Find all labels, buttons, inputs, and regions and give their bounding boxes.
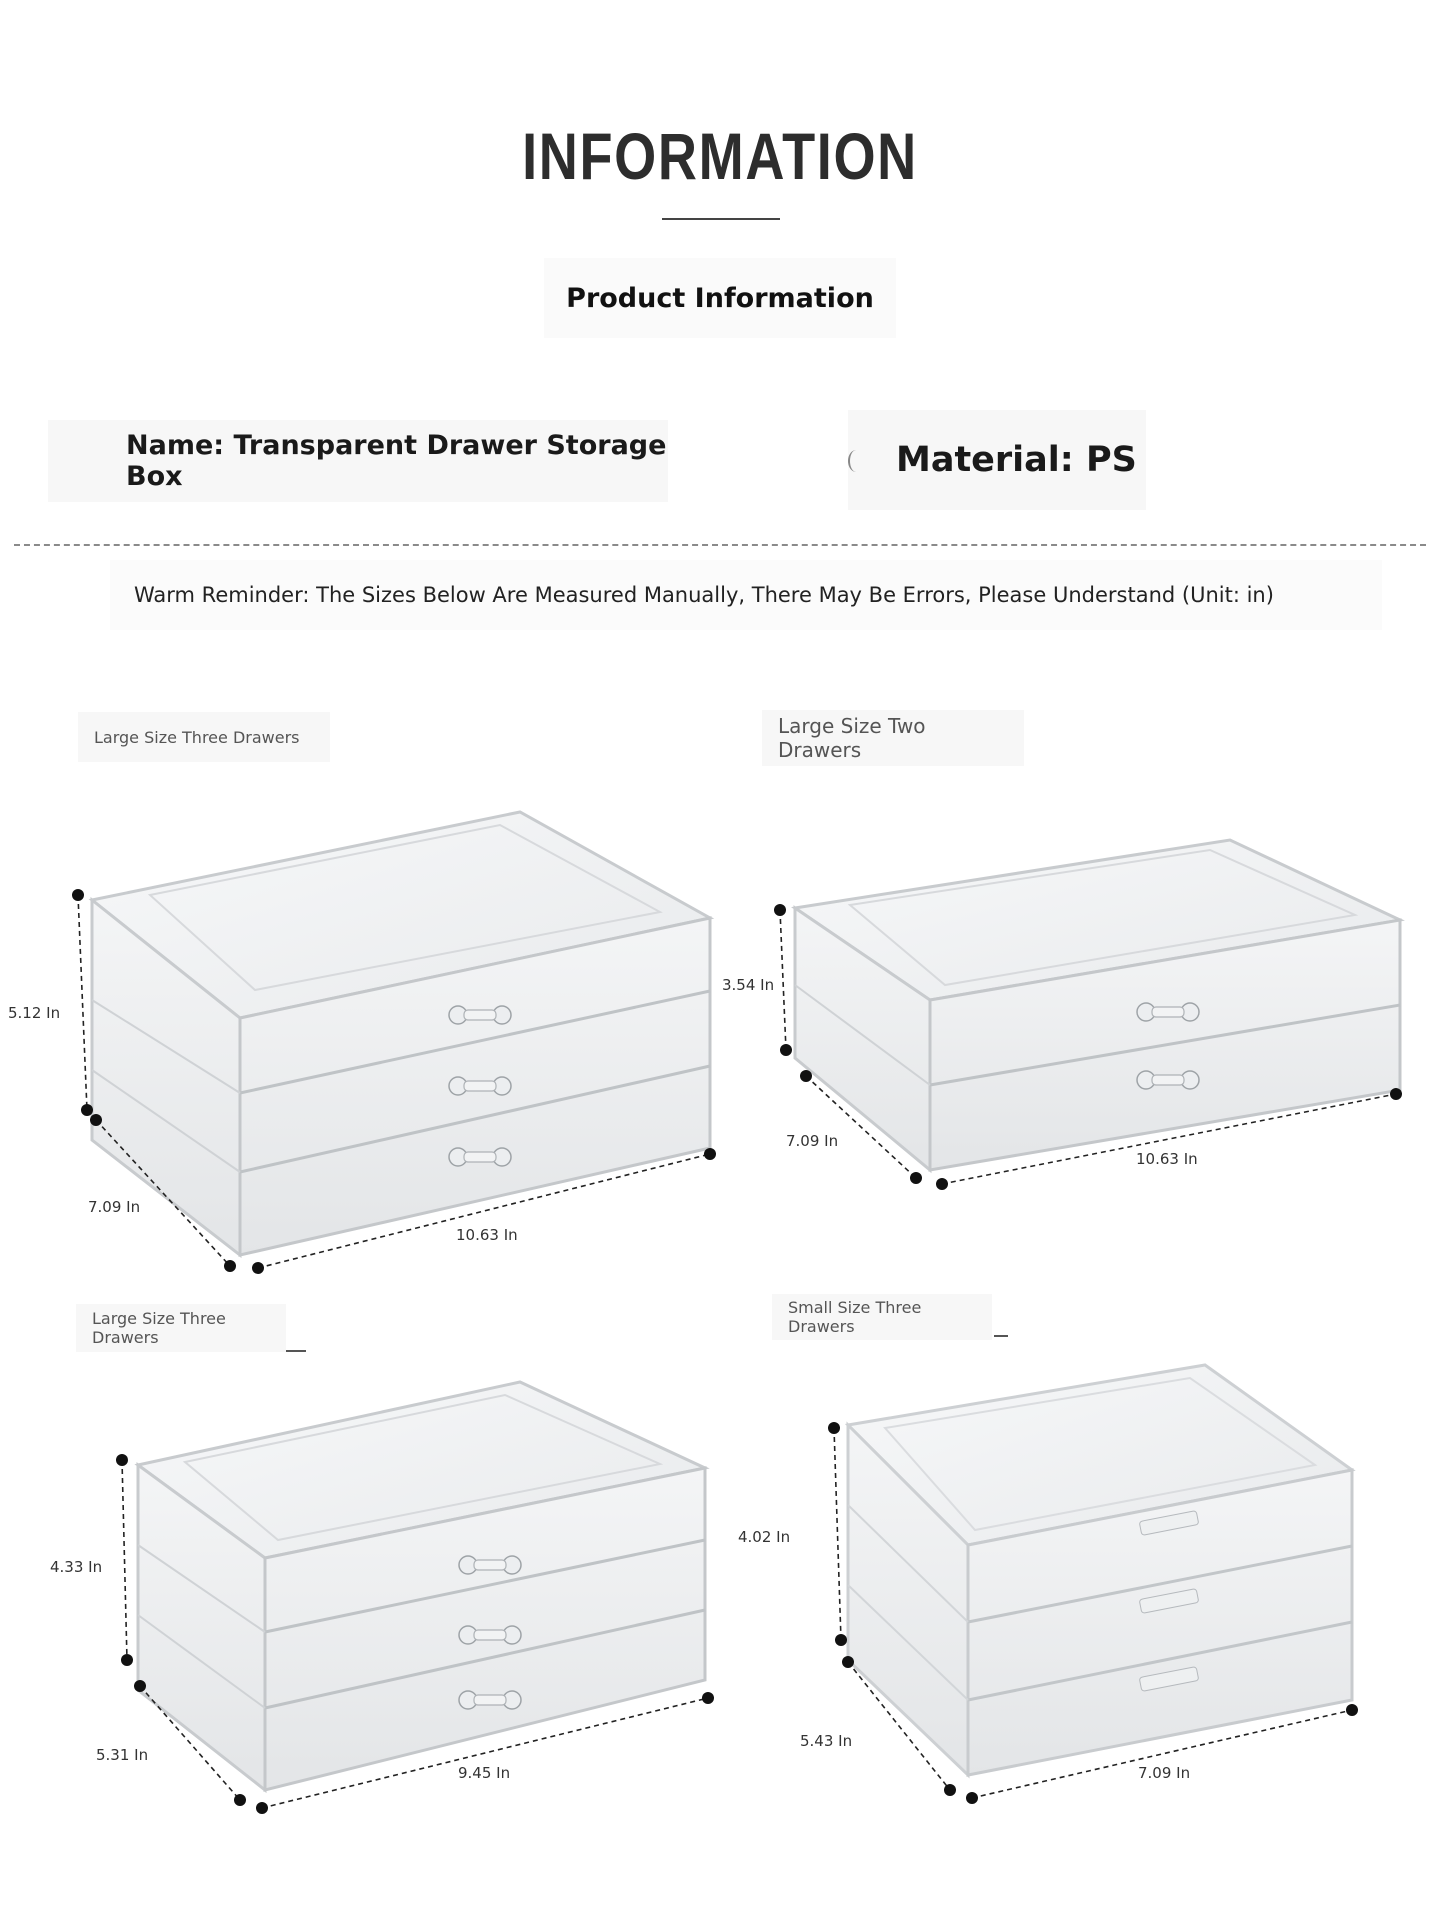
dimension-width-3: 9.45 In (458, 1764, 511, 1782)
product-image-2 (795, 840, 1400, 1170)
dimension-height-1: 5.12 In (8, 1004, 61, 1022)
section-subtitle: Product Information (544, 258, 896, 338)
warm-reminder: Warm Reminder: The Sizes Below Are Measured Manually, There May Be Errors, Please Understand (Unit: in) (110, 560, 1382, 630)
page-title: INFORMATION (522, 119, 918, 193)
dimension-height-4: 4.02 In (738, 1528, 791, 1546)
dimension-depth-3: 5.31 In (96, 1746, 149, 1764)
dimension-depth-2: 7.09 In (786, 1132, 839, 1150)
dimension-width-1: 10.63 In (456, 1226, 518, 1244)
product-name: Name: Transparent Drawer Storage Box (48, 420, 668, 502)
product-image-4 (848, 1365, 1352, 1775)
dimension-depth-4: 5.43 In (800, 1732, 853, 1750)
variant-label-4: Small Size Three Drawers (772, 1294, 992, 1340)
variant-label-1: Large Size Three Drawers (78, 712, 330, 762)
variant-label-2: Large Size Two Drawers (762, 710, 1024, 766)
product-image-1 (92, 812, 710, 1255)
variant-label-3: Large Size Three Drawers (76, 1304, 286, 1352)
dimension-width-4: 7.09 In (1138, 1764, 1191, 1782)
material-text: Material: PS (896, 440, 1137, 480)
dimension-width-2: 10.63 In (1136, 1150, 1198, 1168)
product-image-3 (138, 1382, 705, 1790)
dimension-height-2: 3.54 In (722, 976, 775, 994)
dimension-depth-1: 7.09 In (88, 1198, 141, 1216)
dimension-height-3: 4.33 In (50, 1558, 103, 1576)
